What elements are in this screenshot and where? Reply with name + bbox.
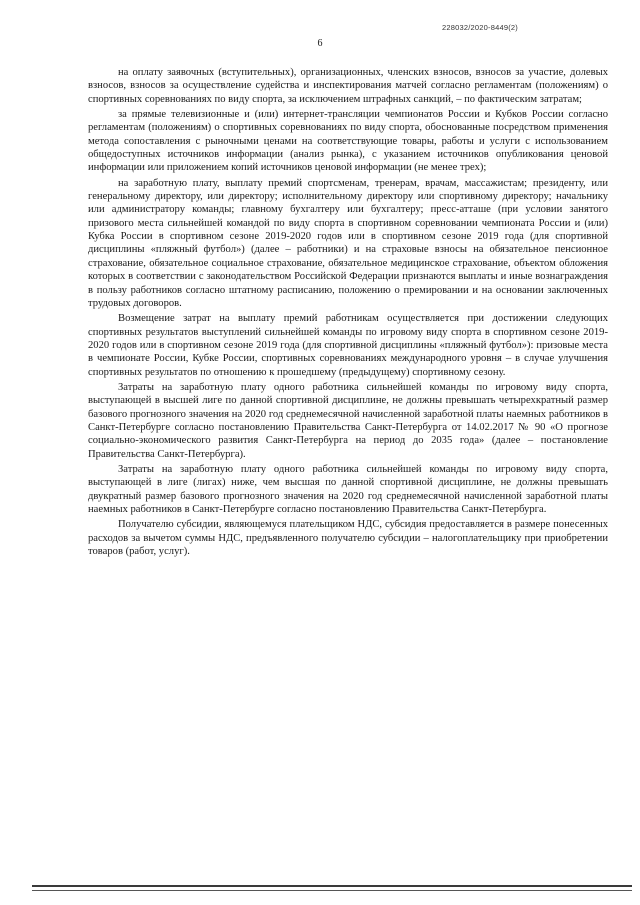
scan-artifact-line <box>32 885 632 887</box>
paragraph-entry-fees: на оплату заявочных (вступительных), организационных, членских взносов, взносов за участие, долевых взносов, взносов за осуществление судейства и инспектирования матчей согласно регламентам (положениям) о спортивных соревнованиях по виду спорта, за исключением штрафных санкций, – по фактическим затратам; <box>88 67 608 105</box>
paragraph-lower-league-limit: Затраты на заработную плату одного работника сильнейшей команды по игровому виду спорта, выступающей в лиге (лигах) ниже, чем высшая по данной спортивной дисциплине, не должны превышать двукратный размер базового прогнозного значения на 2020 год среднемесячной начисленной заработной платы наемных работников в Санкт-Петербурге согласно постановлению Правительства Санкт-Петербурга. <box>88 463 608 515</box>
paragraph-broadcasts: за прямые телевизионные и (или) интернет-трансляции чемпионатов России и Кубков России согласно регламентам (положениям) о спортивных соревнованиях по виду спорта, обоснованные посредством применения метода сопоставления с рыночными ценами на соответствующие товары, работы и услуги с использованием общедоступных источников информации (анализ рынка), с указанием источников опубликования ценовой информации или приложением копий источников ценовой информации (не менее трех); <box>88 109 608 174</box>
document-id: 228032/2020-8449(2) <box>442 23 518 32</box>
scan-artifact-line <box>32 890 632 891</box>
paragraph-top-league-limit: Затраты на заработную плату одного работника сильнейшей команды по игровому виду спорта, выступающей в высшей лиге по данной спортивной дисциплине, не должны превышать четырехкратный размер базового прогнозного значения на 2020 год среднемесячной начисленной заработной платы наемных работников в Санкт-Петербурге согласно постановлению Правительства Санкт-Петербурга от 14.02.2017 № 90 «О прогнозе социально-экономического развития Санкт-Петербурга на период до 2035 года» (далее – постановление Правительства Санкт-Петербурга). <box>88 381 608 460</box>
paragraph-bonus-reimbursement: Возмещение затрат на выплату премий работникам осуществляется при достижении следующих спортивных результатов выступлений сильнейшей команды по игровому виду спорта в спортивном сезоне 2019-2020 годов или в спортивном сезоне 2019 года (для спортивной дисциплины «пляжный футбол»): призовые места в чемпионате России, Кубке России, спортивных соревнованиях международного уровня – в случае улучшения спортивных результатов по отношению к прошедшему (предыдущему) спортивному сезону. <box>88 313 608 378</box>
paragraph-vat: Получателю субсидии, являющемуся плательщиком НДС, субсидия предоставляется в размере понесенных расходов за вычетом суммы НДС, предъявленного получателю субсидии – налогоплательщику при приобретении товаров (работ, услуг). <box>88 519 608 558</box>
document-body <box>88 66 608 560</box>
paragraph-salaries: на заработную плату, выплату премий спортсменам, тренерам, врачам, массажистам; президенту, или генеральному директору, или директору; исполнительному директору или спортивному директору; начальнику или администратору команды; главному бухгалтеру или бухгалтеру; пресс-атташе (при условии занятого призового места сильнейшей командой по виду спорта в спортивном соревновании чемпионата России и (или) Кубка России в спортивном сезоне 2019-2020 годов или в спортивном сезоне 2019 года (для спортивной дисциплины «пляжный футбол») (далее – работники) и на страховые взносы на обязательное пенсионное страхование, обязательное социальное страхование, обязательное медицинское страхование, объектом обложения которых в соответствии с законодательством Российской Федерации признаются выплаты и иные вознаграждения в пользу работников согласно штатному расписанию, положению о премировании и на основании заключенных трудовых договоров. <box>88 177 608 309</box>
page-number: 6 <box>317 38 323 49</box>
